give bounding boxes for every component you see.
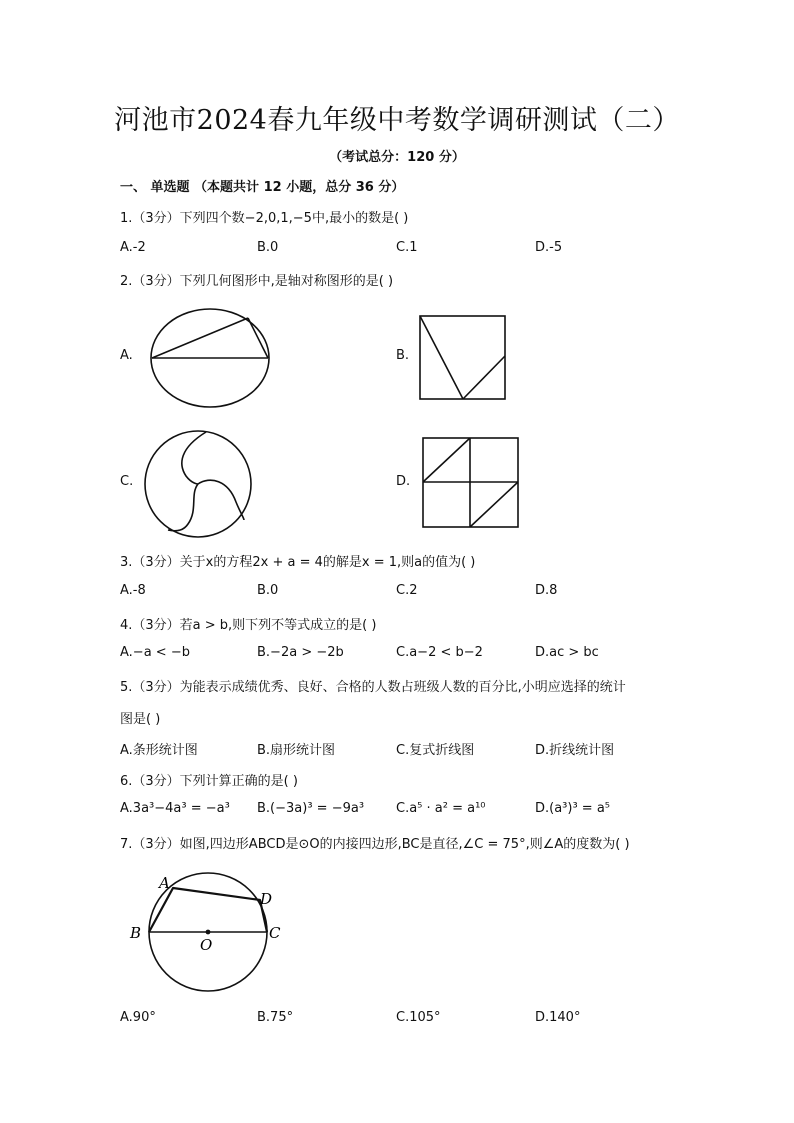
question-5-stem-line1: 5.（3分）为能表示成绩优秀、良好、合格的人数占班级人数的百分比,小明应选择的统计	[120, 680, 626, 695]
q7-label-a: A	[159, 874, 170, 892]
question-2-stem: 2.（3分）下列几何图形中,是轴对称图形的是( )	[120, 274, 394, 289]
q2-figure-d	[421, 436, 521, 530]
page-subtitle: （考试总分：120 分）	[329, 150, 465, 165]
question-5-stem-line2: 图是( )	[120, 712, 161, 727]
q2-option-c: C.	[120, 474, 134, 489]
q6-option-d: D.(a³)³ = a⁵	[535, 801, 611, 816]
question-7-stem: 7.（3分）如图,四边形ABCD是⊙O的内接四边形,BC是直径,∠C = 75°,则∠A的度数为( )	[120, 837, 630, 852]
q6-option-a: A.3a³−4a³ = −a³	[120, 801, 230, 816]
q7-option-c: C.105°	[396, 1010, 441, 1025]
question-4-stem: 4.（3分）若a > b,则下列不等式成立的是( )	[120, 618, 377, 633]
q4-option-a: A.−a < −b	[120, 645, 190, 660]
q3-option-a: A.-8	[120, 583, 146, 598]
q3-option-c: C.2	[396, 583, 418, 598]
q1-option-b: B.0	[257, 240, 279, 255]
q2-option-b: B.	[396, 348, 410, 363]
question-6-stem: 6.（3分）下列计算正确的是( )	[120, 774, 298, 789]
q6-option-c: C.a⁵ · a² = a¹⁰	[396, 801, 486, 816]
q7-circle-figure	[126, 870, 290, 998]
q6-option-b: B.(−3a)³ = −9a³	[257, 801, 365, 816]
q4-option-c: C.a−2 < b−2	[396, 645, 483, 660]
q1-option-a: A.-2	[120, 240, 146, 255]
q2-option-a: A.	[120, 348, 133, 363]
q7-option-a: A.90°	[120, 1010, 156, 1025]
q7-label-c: C	[269, 924, 281, 942]
q3-option-b: B.0	[257, 583, 279, 598]
question-1-stem: 1.（3分）下列四个数−2,0,1,−5中,最小的数是( )	[120, 211, 409, 226]
q7-option-d: D.140°	[535, 1010, 581, 1025]
q4-option-b: B.−2a > −2b	[257, 645, 344, 660]
q7-label-b: B	[130, 924, 142, 942]
section-heading: 一、 单选题 （本题共计 12 小题，总分 36 分）	[120, 180, 405, 195]
q2-figure-c	[140, 428, 256, 540]
q5-option-c: C.复式折线图	[396, 743, 475, 758]
q2-figure-b	[418, 314, 508, 402]
q7-label-d: D	[260, 890, 273, 908]
q4-option-d: D.ac > bc	[535, 645, 599, 660]
q3-option-d: D.8	[535, 583, 558, 598]
q2-option-d: D.	[396, 474, 411, 489]
q1-option-d: D.-5	[535, 240, 563, 255]
q1-option-c: C.1	[396, 240, 418, 255]
q2-figure-a	[148, 306, 274, 410]
q5-option-b: B.扇形统计图	[257, 743, 336, 758]
q5-option-a: A.条形统计图	[120, 743, 198, 758]
q7-option-b: B.75°	[257, 1010, 294, 1025]
q5-option-d: D.折线统计图	[535, 743, 615, 758]
q7-label-o: O	[200, 936, 213, 954]
question-3-stem: 3.（3分）关于x的方程2x + a = 4的解是x = 1,则a的值为( )	[120, 555, 476, 570]
page-title: 河池市2024春九年级中考数学调研测试（二）	[114, 105, 680, 136]
